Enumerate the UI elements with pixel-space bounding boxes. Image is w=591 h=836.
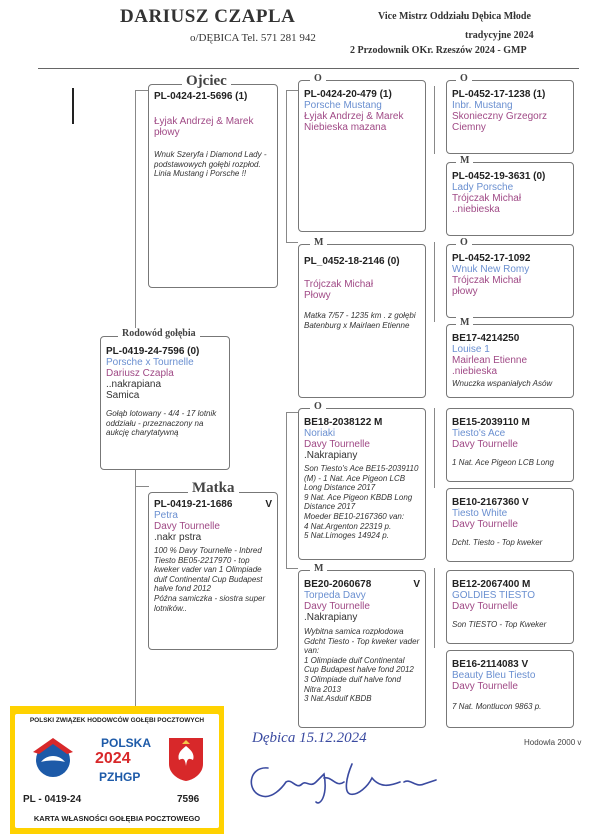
mff-card[interactable] <box>446 408 574 482</box>
connector-line <box>135 470 136 710</box>
fm-breeder: Trójczak Michał <box>304 279 374 290</box>
connector-line <box>286 242 298 243</box>
badge-org: POLSKI ZWIĄZEK HODOWCÓW GOŁĘBI POCZTOWYCH <box>29 717 205 724</box>
fmf-color: płowy <box>452 286 478 297</box>
fm-label: M <box>310 237 327 248</box>
mm-ring: BE20-2060678 <box>304 579 372 590</box>
ffm-name: Lady Porsche <box>452 182 514 193</box>
fmf-label: O <box>456 237 472 248</box>
connector-line <box>286 568 298 569</box>
mff-note: 1 Nat. Ace Pigeon LCB Long <box>452 458 554 467</box>
badge-ring-left: PL - 0419-24 <box>23 794 82 805</box>
mff-name: Tiesto's Ace <box>452 428 506 439</box>
mmf-note: Son TIESTO - Top Kweker <box>452 620 547 629</box>
breeder-name: DARIUSZ CZAPLA <box>120 6 296 27</box>
mmm-note: 7 Nat. Montlucon 9863 p. <box>452 702 542 711</box>
ff-card[interactable] <box>298 80 426 232</box>
connector-line <box>434 86 435 154</box>
mmf-ring: BE12-2067400 M <box>452 579 531 590</box>
mfm-name: Tiesto White <box>452 508 508 519</box>
pedigree-label: Rodowód gołębia <box>118 328 200 339</box>
badge-ring-right: 7596 <box>177 794 200 805</box>
mmf-breeder: Davy Tournelle <box>452 601 518 612</box>
connector-line <box>286 90 287 242</box>
mfm-ring: BE10-2167360 V <box>452 497 529 508</box>
subject-sex: Samica <box>106 390 140 401</box>
ff-name: Porsche Mustang <box>304 100 382 111</box>
badge-country: POLSKA <box>101 736 152 750</box>
mother-ring: PL-0419-21-1686 <box>154 499 233 510</box>
fm-color: Płowy <box>304 290 331 301</box>
mf-ring: BE18-2038122 M <box>304 417 383 428</box>
mm-label: M <box>310 563 327 574</box>
connector-line <box>135 486 149 487</box>
father-breeder: Łyjak Andrzej & Marek <box>154 116 254 127</box>
fm-note: Matka 7/57 - 1235 km . z gołębi Batenburg x Mairlaen Etienne <box>304 311 416 330</box>
mother-ring-row <box>154 499 272 510</box>
connector-line <box>135 90 149 91</box>
subject-card[interactable] <box>100 336 230 470</box>
connector-line <box>434 242 435 322</box>
fmm-color: .niebieska <box>452 366 498 377</box>
connector-line <box>434 408 435 488</box>
subject-name: Porsche x Tournelle <box>106 357 194 368</box>
mfm-note: Dcht. Tiesto - Top kweker <box>452 538 543 547</box>
fmf-ring: PL-0452-17-1092 <box>452 253 531 264</box>
ffm-label: M <box>456 155 473 166</box>
ff-breeder: Łyjak Andrzej & Marek <box>304 111 404 122</box>
fmm-label: M <box>456 317 473 328</box>
mother-color: .nakr pstra <box>154 532 202 543</box>
father-section-label: Ojciec <box>182 73 231 90</box>
fff-card[interactable] <box>446 80 574 154</box>
mother-section-label: Matka <box>188 480 239 497</box>
fmm-breeder: Mairlean Etienne <box>452 355 528 366</box>
mother-name: Petra <box>154 510 178 521</box>
mf-name: Noriaki <box>304 428 336 439</box>
father-note: Wnuk Szeryfa i Diamond Lady - podstawowych gołębi rozpłod. Linia Mustang i Porsche !! <box>154 150 267 179</box>
connector-line <box>286 412 287 568</box>
mother-note: 100 % Davy Tournelle - Inbred Tiesto BE05-2217970 - top kweker vader van 1 Olimpiade duif Continental Cup Budapest halve fond 2012 Późna samiczka - siostra super lotników.. <box>154 546 266 613</box>
fmm-card[interactable] <box>446 324 574 398</box>
ffm-breeder: Trójczak Michał <box>452 193 522 204</box>
mf-label: O <box>310 401 326 412</box>
fm-ring: PL_0452-18-2146 (0) <box>304 256 400 267</box>
fff-ring: PL-0452-17-1238 (1) <box>452 89 546 100</box>
signature-date: Dębica 15.12.2024 <box>252 730 367 746</box>
software-label: Hodowla 2000 v <box>524 738 582 747</box>
mm-breeder: Davy Tournelle <box>304 601 370 612</box>
ff-color: Niebieska mazana <box>304 122 387 133</box>
fmm-note: Wnuczka wspaniałych Asów <box>452 379 553 388</box>
mf-note: Son Tiesto's Ace BE15-2039110 (M) - 1 Nat. Ace Pigeon LCB Long Distance 2017 9 Nat. Ace Pigeon KBDB Long Distance 2017 Moeder BE10-2167360 van: 4 Nat.Argenton 22319 p. 5 Nat.Limoges 14924 p. <box>304 464 419 541</box>
mmm-breeder: Davy Tournelle <box>452 681 518 692</box>
mm-ring-row <box>304 579 420 590</box>
fff-name: Inbr. Mustang <box>452 100 513 111</box>
coat-of-arms-icon <box>167 736 205 782</box>
mother-breeder: Davy Tournelle <box>154 521 220 532</box>
mmm-name: Beauty Bleu Tiesto <box>452 670 536 681</box>
father-card[interactable] <box>148 84 278 288</box>
fff-label: O <box>456 73 472 84</box>
badge-card-title: KARTA WŁASNOŚCI GOŁĘBIA POCZTOWEGO <box>33 814 201 823</box>
mm-color: .Nakrapiany <box>304 612 358 623</box>
mmf-card[interactable] <box>446 570 574 644</box>
mfm-breeder: Davy Tournelle <box>452 519 518 530</box>
ffm-card[interactable] <box>446 162 574 236</box>
fmm-name: Louise 1 <box>452 344 490 355</box>
mm-sex: V <box>413 579 420 590</box>
achievement-3: 2 Przodownik OKr. Rzeszów 2024 - GMP <box>350 45 527 56</box>
breeder-contact: o/DĘBICA Tel. 571 281 942 <box>190 32 316 44</box>
fff-breeder: Skonieczny Grzegorz <box>452 111 548 122</box>
fm-card[interactable] <box>298 244 426 398</box>
connector-line <box>434 568 435 648</box>
subject-note: Gołąb lotowany - 4/4 - 17 lotnik oddziału - przeznaczony na aukcję charytatywną <box>106 409 217 438</box>
fmf-card[interactable] <box>446 244 574 318</box>
ffm-color: ..niebieska <box>452 204 500 215</box>
mmf-name: GOLDIES TIESTO <box>452 590 535 601</box>
fff-color: Ciemny <box>452 122 486 133</box>
mm-name: Torpeda Davy <box>304 590 366 601</box>
mff-ring: BE15-2039110 M <box>452 417 530 428</box>
mmm-card[interactable] <box>446 650 574 728</box>
ffm-ring: PL-0452-19-3631 (0) <box>452 171 546 182</box>
mm-card[interactable] <box>298 570 426 728</box>
mfm-card[interactable] <box>446 488 574 562</box>
achievement-2: tradycyjne 2024 <box>465 30 534 41</box>
badge-abbr: PZHGP <box>99 770 141 784</box>
ff-label: O <box>310 73 326 84</box>
ownership-card <box>10 706 224 834</box>
mother-card[interactable] <box>148 492 278 650</box>
fmf-breeder: Trójczak Michał <box>452 275 522 286</box>
mm-note: Wybitna samica rozpłodowa Gdcht Tiesto - Top kweker vader van: 1 Olimpiade duif Continental Cup Budapest halve fond 2012 3 Olimpiade duif halve fond Nitra 2013 3 Nat.Asduif KBDB <box>304 627 420 704</box>
subject-breeder: Dariusz Czapla <box>106 368 174 379</box>
fmm-ring: BE17-4214250 <box>452 333 520 344</box>
subject-ring: PL-0419-24-7596 (0) <box>106 346 200 357</box>
signature-image <box>240 748 450 812</box>
ownership-card-body <box>15 714 219 828</box>
subject-color: ..nakrapiana <box>106 379 162 390</box>
badge-logo-text: PZHGP <box>44 770 66 776</box>
mother-sex: V <box>265 499 272 510</box>
achievement-1: Vice Mistrz Oddziału Dębica Młode <box>378 11 531 22</box>
margin-mark <box>72 88 74 124</box>
mff-breeder: Davy Tournelle <box>452 439 518 450</box>
father-ring: PL-0424-21-5696 (1) <box>154 91 248 102</box>
badge-year: 2024 <box>95 750 131 767</box>
connector-line <box>286 90 298 91</box>
header-divider <box>38 68 579 69</box>
connector-line <box>135 90 136 336</box>
connector-line <box>286 412 298 413</box>
father-color: płowy <box>154 127 180 138</box>
mf-card[interactable] <box>298 408 426 560</box>
mmm-ring: BE16-2114083 V <box>452 659 529 670</box>
mf-breeder: Davy Tournelle <box>304 439 370 450</box>
ff-ring: PL-0424-20-479 (1) <box>304 89 392 100</box>
fmf-name: Wnuk New Romy <box>452 264 530 275</box>
mf-color: .Nakrapiany <box>304 450 358 461</box>
